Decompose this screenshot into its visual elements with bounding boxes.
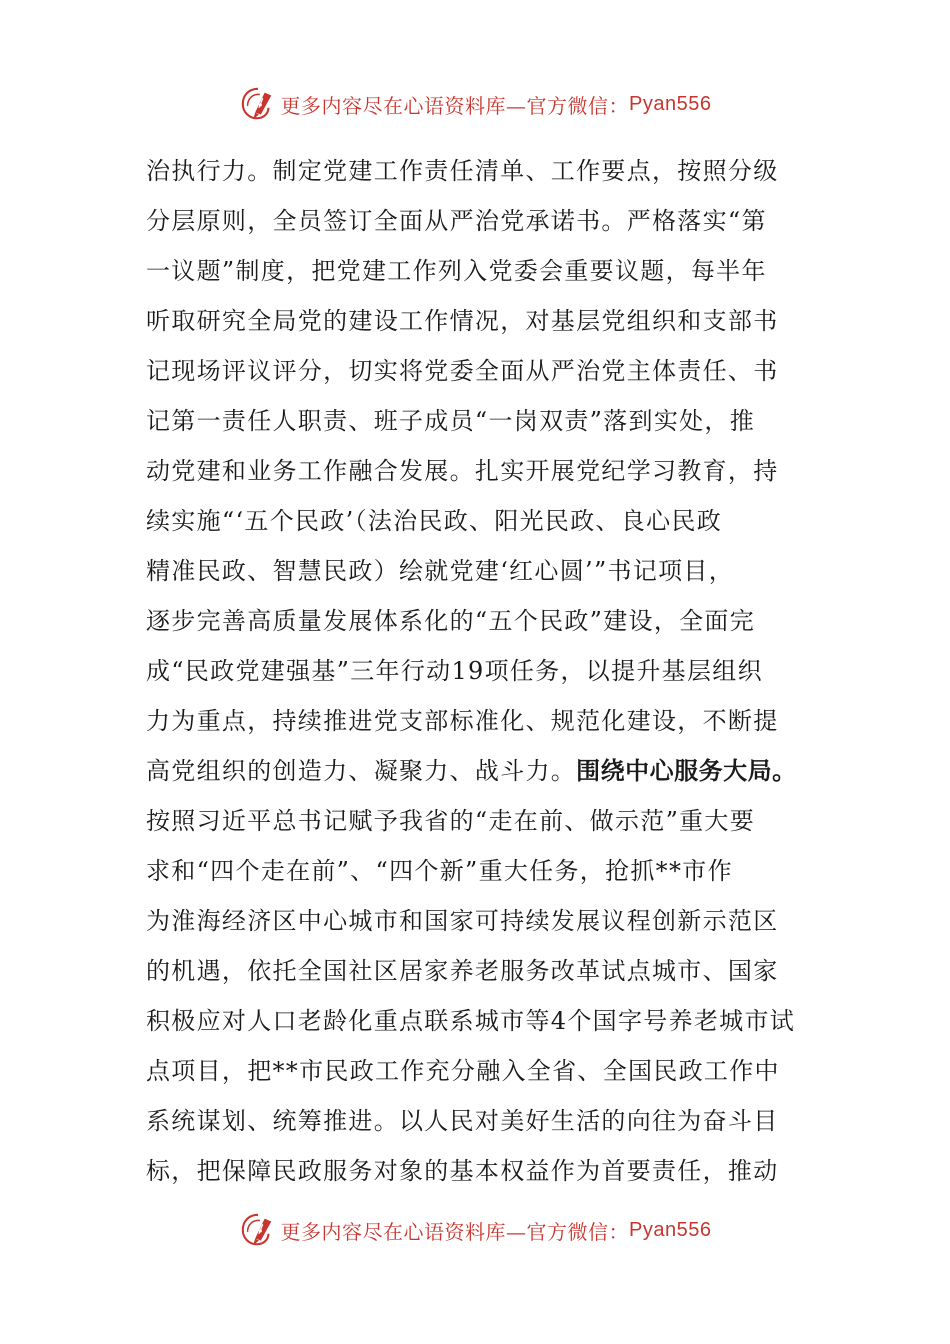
text-line: 续实施“‘五个民政’（法治民政、阳光民政、良心民政 xyxy=(146,507,723,535)
footer-watermark xyxy=(0,1210,950,1250)
header-watermark xyxy=(0,84,950,124)
watermark-text: 更多内容尽在心语资料库—官方微信： xyxy=(280,1219,630,1244)
text-line: 逐步完善高质量发展体系化的“五个民政”建设，全面完 xyxy=(146,607,756,635)
pen-nib-swirl-icon xyxy=(239,1211,277,1249)
text-line-part: 高党组织的创造力、凝聚力、战斗力。 xyxy=(146,757,577,785)
pen-nib-swirl-icon xyxy=(239,85,277,123)
text-line: 点项目，把**市民政工作充分融入全省、全国民政工作中 xyxy=(146,1057,780,1085)
text-line: 精准民政、智慧民政）绘就党建‘红心圆’”书记项目， xyxy=(146,557,735,585)
document-body xyxy=(146,146,836,1196)
text-line: 积极应对人口老龄化重点联系城市等4个国字号养老城市试 xyxy=(146,1007,796,1035)
text-line: 动党建和业务工作融合发展。扎实开展党纪学习教育，持 xyxy=(146,457,779,485)
watermark-text: 更多内容尽在心语资料库—官方微信： xyxy=(280,93,630,118)
inline-bold-heading: 围绕中心服务大局。 xyxy=(576,757,797,785)
text-line: 一议题”制度，把党建工作列入党委会重要议题，每半年 xyxy=(146,257,767,285)
text-line: 听取研究全局党的建设工作情况，对基层党组织和支部书 xyxy=(146,307,779,335)
text-line: 成“民政党建强基”三年行动19项任务，以提升基层组织 xyxy=(146,657,763,685)
text-line: 系统谋划、统筹推进。以人民对美好生活的向往为奋斗目 xyxy=(146,1107,779,1135)
text-line: 分层原则，全员签订全面从严治党承诺书。严格落实“第 xyxy=(146,207,767,235)
text-line: 按照习近平总书记赋予我省的“走在前、做示范”重大要 xyxy=(146,807,756,835)
text-line: 记现场评议评分，切实将党委全面从严治党主体责任、书 xyxy=(146,357,779,385)
text-line: 的机遇，依托全国社区居家养老服务改革试点城市、国家 xyxy=(146,957,779,985)
text-line: 标，把保障民政服务对象的基本权益作为首要责任，推动 xyxy=(146,1157,779,1185)
text-line: 记第一责任人职责、班子成员“一岗双责”落到实处，推 xyxy=(146,407,756,435)
text-line: 治执行力。制定党建工作责任清单、工作要点，按照分级 xyxy=(146,157,779,185)
text-line: 求和“四个走在前”、“四个新”重大任务，抢抓**市作 xyxy=(146,857,733,885)
text-line-with-heading xyxy=(146,746,836,796)
watermark-handle: Pyan556 xyxy=(629,92,712,115)
text-line: 为淮海经济区中心城市和国家可持续发展议程创新示范区 xyxy=(146,907,779,935)
watermark-handle: Pyan556 xyxy=(629,1218,712,1241)
text-line: 力为重点，持续推进党支部标准化、规范化建设，不断提 xyxy=(146,707,779,735)
